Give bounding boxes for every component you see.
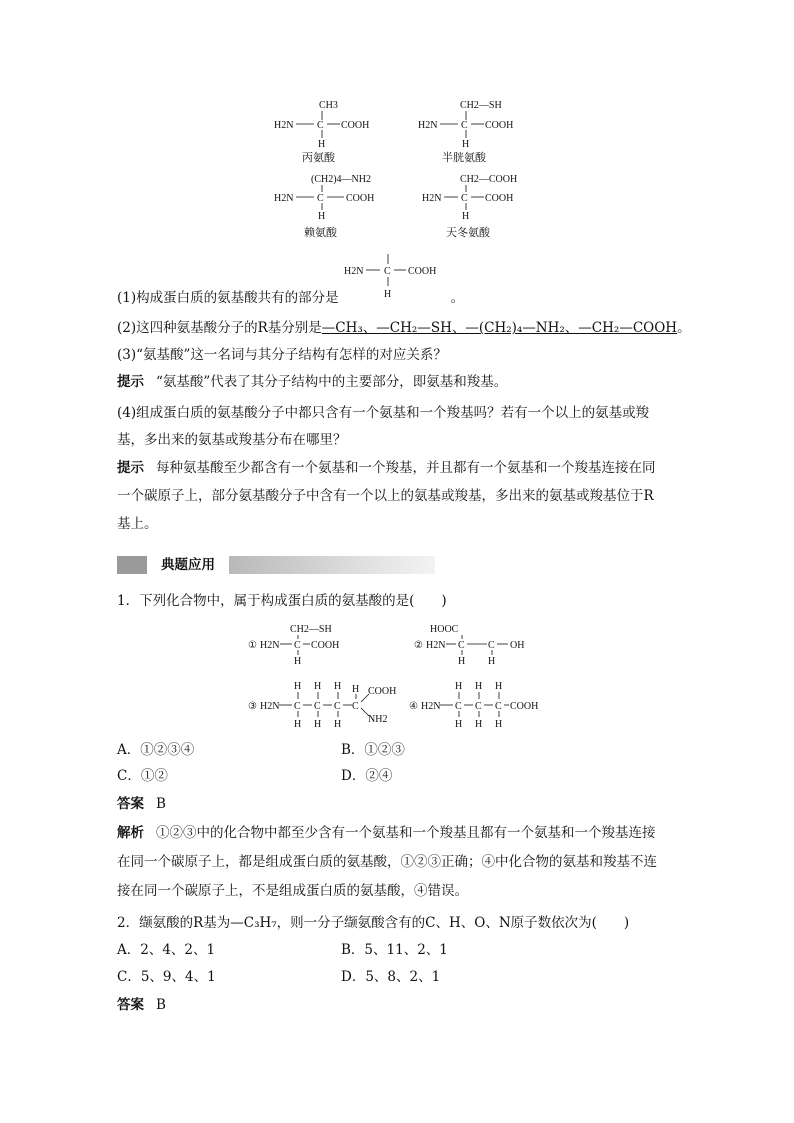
exercise-2-option-b[interactable] xyxy=(341,940,448,960)
question-3-hint-text: “氨基酸”代表了其分子结构中的主要部分，即氨基和羧基。 xyxy=(156,374,508,390)
compound-2-diagram xyxy=(414,620,544,668)
compound-3-diagram xyxy=(248,680,408,730)
question-2-text: (2)这四种氨基酸分子的R基分别是 xyxy=(117,320,322,336)
compound-2-carbon-1: C xyxy=(458,640,465,651)
question-4-hint-line-2 xyxy=(117,486,654,506)
lysine-carboxyl: COOH xyxy=(346,193,375,204)
compound-4-structure xyxy=(409,680,559,730)
exercise-2-answer-value: B xyxy=(156,997,166,1013)
exercise-2-option-d[interactable] xyxy=(341,967,440,987)
compound-3-label: ③ xyxy=(248,701,257,712)
exercise-1-option-b[interactable] xyxy=(341,740,405,760)
question-4-hint-text-2: 一个碳原子上，部分氨基酸分子中含有一个以上的氨基或羧基，多出来的氨基或羧基位于R xyxy=(117,488,654,504)
compound-4-h-top-3: H xyxy=(495,681,503,692)
cysteine-name: 半胱氨酸 xyxy=(442,151,486,164)
question-3-hint-label: 提示 xyxy=(117,374,144,390)
compound-2-h-2: H xyxy=(488,656,496,667)
compound-3-h-bottom-1: H xyxy=(294,719,302,730)
compound-2-label: ② xyxy=(414,640,423,651)
common-carboxyl: COOH xyxy=(408,266,437,277)
alanine-name: 丙氨酸 xyxy=(302,151,335,164)
exercise-1-analysis-text-1: ①②③中的化合物中都至少含有一个氨基和一个羧基且都有一个氨基和一个羧基连接 xyxy=(156,825,656,841)
compound-3-h-top-4: H xyxy=(352,684,360,695)
question-4-text-1: (4)组成蛋白质的氨基酸分子中都只含有一个氨基和一个羧基吗？若有一个以上的氨基或羧 xyxy=(117,405,650,421)
compound-1-carbon: C xyxy=(294,640,301,651)
compound-4-h-top-1: H xyxy=(455,681,463,692)
exercise-2-option-c[interactable] xyxy=(117,967,216,987)
alanine-diagram xyxy=(274,96,414,166)
aspartate-r-group: CH2—COOH xyxy=(460,174,518,185)
aspartate-carboxyl: COOH xyxy=(485,193,514,204)
common-h: H xyxy=(384,289,392,300)
exercise-1-option-d-text: D．②④ xyxy=(341,768,393,784)
compound-3-nh2: NH2 xyxy=(368,714,388,725)
question-4-line-1 xyxy=(117,403,649,423)
exercise-1-option-a-text: A．①②③④ xyxy=(117,742,195,758)
compound-3-h-bottom-3: H xyxy=(334,719,342,730)
compound-4-label: ④ xyxy=(409,701,418,712)
question-4-hint-text-1: 每种氨基酸至少都含有一个氨基和一个羧基，并且都有一个氨基和一个羧基连接在同 xyxy=(156,460,656,476)
aspartate-amino: H2N xyxy=(422,193,442,204)
exercise-1-stem xyxy=(117,591,447,611)
compound-4-diagram xyxy=(409,680,559,730)
exercise-2-stem xyxy=(117,913,629,933)
lysine-h: H xyxy=(318,211,326,222)
compound-4-h-bottom-3: H xyxy=(495,719,503,730)
exercise-2-stem-text: 2．缬氨酸的R基为—C₃H₇，则一分子缬氨酸含有的C、H、O、N原子数依次为( ) xyxy=(117,915,630,931)
question-4-hint-text-3: 基上。 xyxy=(117,516,158,532)
exercise-1-answer xyxy=(117,794,166,814)
question-1 xyxy=(117,288,464,308)
question-2-end: 。 xyxy=(677,320,691,336)
lysine-structure xyxy=(274,170,414,242)
aspartate-name: 天冬氨酸 xyxy=(446,226,490,239)
cysteine-carboxyl: COOH xyxy=(485,120,514,131)
exercise-2-option-d-text: D．5、8、2、1 xyxy=(341,969,441,985)
compound-1-carboxyl: COOH xyxy=(311,640,340,651)
exercise-1-option-c-text: C．①② xyxy=(117,768,168,784)
compound-4-carbon-2: C xyxy=(475,701,482,712)
compound-2-h-1: H xyxy=(458,656,466,667)
common-amino: H2N xyxy=(344,266,364,277)
common-carbon: C xyxy=(384,266,391,277)
exercise-1-option-b-text: B．①②③ xyxy=(341,742,405,758)
alanine-carbon: C xyxy=(317,120,324,131)
aspartate-structure xyxy=(418,170,558,242)
question-2 xyxy=(117,318,691,338)
exercise-1-option-c[interactable] xyxy=(117,766,168,786)
exercise-2-answer-label: 答案 xyxy=(117,997,144,1013)
alanine-carboxyl: COOH xyxy=(341,120,370,131)
exercise-2-option-b-text: B．5、11、2、1 xyxy=(341,942,448,958)
compound-4-h-bottom-2: H xyxy=(475,719,483,730)
lysine-carbon: C xyxy=(317,193,324,204)
cysteine-carbon: C xyxy=(461,120,468,131)
cysteine-diagram xyxy=(418,96,558,166)
compound-3-h-top-3: H xyxy=(334,681,342,692)
question-4-hint-label: 提示 xyxy=(117,460,144,476)
alanine-structure xyxy=(274,96,414,166)
compound-1-diagram xyxy=(248,620,378,668)
compound-2-oh: OH xyxy=(510,640,525,651)
compound-2-carbon-2: C xyxy=(488,640,495,651)
compound-2-top: HOOC xyxy=(430,624,459,635)
exercise-1-analysis-text-2: 在同一个碳原子上，都是组成蛋白质的氨基酸，①②③正确；④中化合物的氨基和羧基不连 xyxy=(117,854,657,870)
compound-3-carbon-1: C xyxy=(294,701,301,712)
cysteine-h: H xyxy=(462,139,470,150)
exercise-2-answer xyxy=(117,995,166,1015)
compound-4-amino: H2N xyxy=(421,701,441,712)
exercise-1-analysis-text-3: 接在同一个碳原子上，不是组成蛋白质的氨基酸，④错误。 xyxy=(117,883,468,899)
question-3 xyxy=(117,345,447,365)
question-3-text: (3)“氨基酸”这一名词与其分子结构有怎样的对应关系？ xyxy=(117,347,447,363)
compound-2-amino: H2N xyxy=(426,640,446,651)
compound-2-structure xyxy=(414,620,544,668)
exercise-1-analysis-line-1 xyxy=(117,823,656,843)
compound-4-carboxyl: COOH xyxy=(510,701,539,712)
cysteine-r-group: CH2—SH xyxy=(460,100,502,111)
aspartate-h: H xyxy=(462,211,470,222)
question-2-answer: —CH₃、—CH₂—SH、—(CH₂)₄—NH₂、—CH₂—COOH xyxy=(321,320,678,336)
compound-3-carbon-3: C xyxy=(334,701,341,712)
section-header-bar xyxy=(117,556,435,574)
question-4-hint-line-1 xyxy=(117,458,656,478)
compound-1-amino: H2N xyxy=(260,640,280,651)
alanine-h: H xyxy=(318,139,326,150)
compound-4-carbon-1: C xyxy=(455,701,462,712)
exercise-1-answer-value: B xyxy=(156,796,166,812)
lysine-amino: H2N xyxy=(274,193,294,204)
compound-1-structure xyxy=(248,620,378,668)
compound-3-h-bottom-2: H xyxy=(314,719,322,730)
aspartate-diagram xyxy=(418,170,558,242)
compound-4-h-top-2: H xyxy=(475,681,483,692)
cysteine-structure xyxy=(418,96,558,166)
question-4-text-2: 基，多出来的氨基或羧基分布在哪里？ xyxy=(117,432,347,448)
exercise-2-option-a[interactable] xyxy=(117,940,215,960)
exercise-2-option-c-text: C．5、9、4、1 xyxy=(117,969,216,985)
compound-1-h: H xyxy=(294,656,302,667)
question-4-line-2 xyxy=(117,430,347,450)
exercise-1-stem-text: 1．下列化合物中，属于构成蛋白质的氨基酸的是( ) xyxy=(117,593,447,609)
compound-3-h-top-2: H xyxy=(314,681,322,692)
compound-3-structure xyxy=(248,680,408,730)
lysine-diagram xyxy=(274,170,414,242)
compound-4-h-bottom-1: H xyxy=(455,719,463,730)
compound-4-carbon-3: C xyxy=(495,701,502,712)
alanine-amino: H2N xyxy=(274,120,294,131)
exercise-1-answer-label: 答案 xyxy=(117,796,144,812)
exercise-1-option-a[interactable] xyxy=(117,740,194,760)
lysine-r-group: (CH2)4—NH2 xyxy=(311,174,371,185)
alanine-r-group: CH3 xyxy=(319,100,338,111)
exercise-1-option-d[interactable] xyxy=(341,766,392,786)
compound-3-carbon-2: C xyxy=(314,701,321,712)
compound-1-r: CH2—SH xyxy=(290,624,332,635)
aspartate-carbon: C xyxy=(461,193,468,204)
question-4-hint-line-3 xyxy=(117,514,158,534)
compound-1-label: ① xyxy=(248,640,257,651)
compound-3-carboxyl: COOH xyxy=(368,686,397,697)
section-title: 典题应用 xyxy=(147,556,229,574)
lysine-name: 赖氨酸 xyxy=(304,226,337,239)
exercise-2-option-a-text: A．2、4、2、1 xyxy=(117,942,216,958)
compound-3-amino: H2N xyxy=(260,701,280,712)
exercise-1-analysis-line-2 xyxy=(117,852,657,872)
exercise-1-analysis-line-3 xyxy=(117,881,468,901)
question-3-hint xyxy=(117,372,507,392)
cysteine-amino: H2N xyxy=(418,120,438,131)
question-1-text: (1)构成蛋白质的氨基酸共有的部分是 xyxy=(117,290,339,306)
compound-3-carbon-4: C xyxy=(352,701,359,712)
exercise-1-analysis-label: 解析 xyxy=(117,825,144,841)
question-1-end: 。 xyxy=(450,290,465,306)
compound-3-h-top-1: H xyxy=(294,681,302,692)
